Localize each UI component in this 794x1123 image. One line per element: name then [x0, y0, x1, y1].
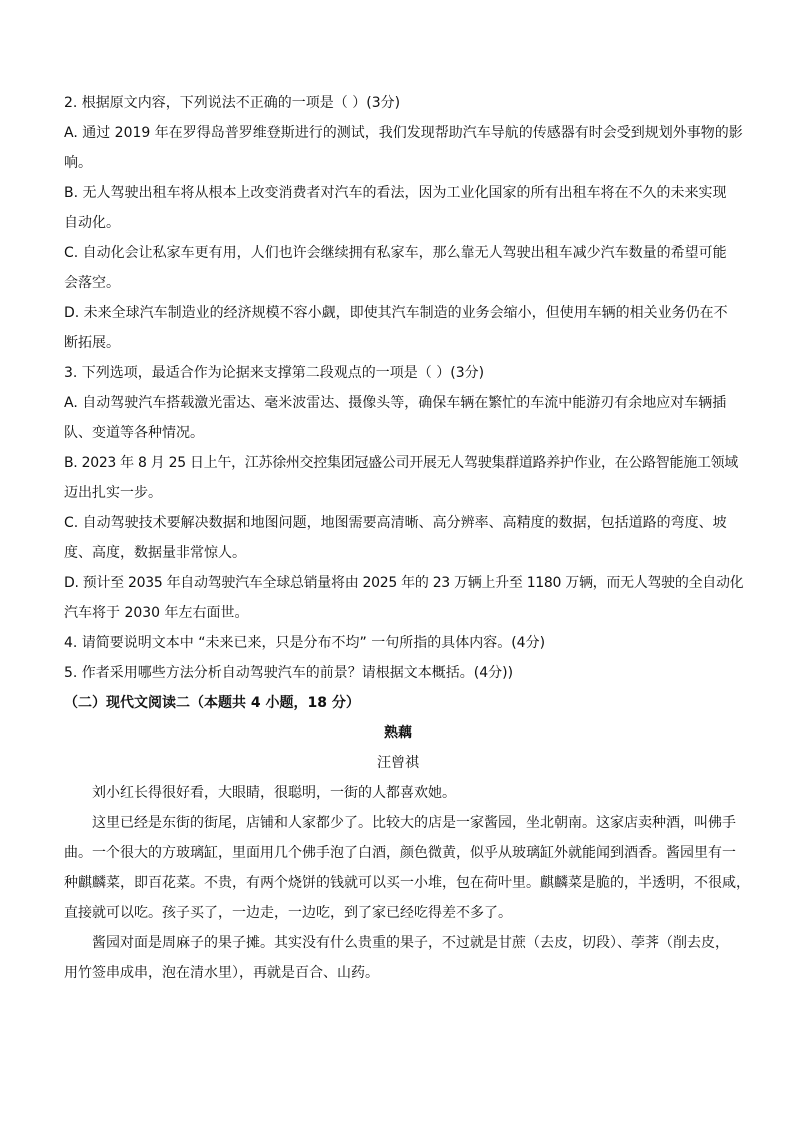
- question-2-option-d-cont: 断拓展。: [64, 335, 120, 351]
- question-3-stem: 3. 下列选项，最适合作为论据来支撑第二段观点的一项是（ ）(3分): [64, 365, 485, 381]
- question-3-option-c: C. 自动驾驶技术要解决数据和地图问题，地图需要高清晰、高分辨率、高精度的数据，包括道路的弯度、坡: [64, 515, 727, 531]
- question-2-stem: 2. 根据原文内容，下列说法不正确的一项是（ ）(3分): [64, 95, 401, 111]
- question-3-option-d-cont: 汽车将于 2030 年左右面世。: [64, 605, 249, 621]
- article-paragraph-3-line-2: 用竹签串成串，泡在清水里），再就是百合、山药。: [64, 965, 379, 981]
- exam-page: [64, 88, 750, 988]
- question-2-option-b-cont: 自动化。: [64, 215, 120, 231]
- article-author: 汪曾祺: [377, 755, 419, 771]
- article-title: 熟藕: [384, 725, 412, 741]
- question-3-option-b-cont: 迈出扎实一步。: [64, 485, 162, 501]
- question-4: 4. 请简要说明文本中 “未来已来，只是分布不均” 一句所指的具体内容。(4分): [64, 635, 546, 651]
- question-3-option-d: D. 预计至 2035 年自动驾驶汽车全球总销量将由 2025 年的 23 万辆上升至 1180 万辆，而无人驾驶的全自动化: [64, 575, 744, 591]
- question-2-option-b: B. 无人驾驶出租车将从根本上改变消费者对汽车的看法，因为工业化国家的所有出租车将在不久的未来实现: [64, 185, 727, 201]
- question-2-option-d: D. 未来全球汽车制造业的经济规模不容小觑，即使其汽车制造的业务会缩小，但使用车辆的相关业务仍在不: [64, 305, 728, 321]
- article-paragraph-2-line-3: 种麒麟菜，即百花菜。不贵，有两个烧饼的钱就可以买一小堆，包在荷叶里。麒麟菜是脆的，半透明，不很咸，: [64, 875, 750, 891]
- question-3-option-c-cont: 度、高度，数据量非常惊人。: [64, 545, 246, 561]
- question-2-option-c: C. 自动化会让私家车更有用，人们也许会继续拥有私家车，那么靠无人驾驶出租车减少汽车数量的希望可能: [64, 245, 727, 261]
- question-3-option-a-cont: 队、变道等各种情况。: [64, 425, 204, 441]
- question-5: 5. 作者采用哪些方法分析自动驾驶汽车的前景？请根据文本概括。(4分)): [64, 665, 514, 681]
- question-3-option-a: A. 自动驾驶汽车搭载激光雷达、毫米波雷达、摄像头等，确保车辆在繁忙的车流中能游刃有余地应对车辆插: [64, 395, 727, 411]
- article-paragraph-2-line-4: 直接就可以吃。孩子买了，一边走，一边吃，到了家已经吃得差不多了。: [64, 905, 512, 921]
- question-2-option-a: A. 通过 2019 年在罗得岛普罗维登斯进行的测试，我们发现帮助汽车导航的传感器有时会受到规划外事物的影: [64, 125, 743, 141]
- article-paragraph-2-line-1: 这里已经是东街的街尾，店铺和人家都少了。比较大的店是一家酱园，坐北朝南。这家店卖种酒，叫佛手: [92, 815, 736, 831]
- article-paragraph-3-line-1: 酱园对面是周麻子的果子摊。其实没有什么贵重的果子，不过就是甘蔗（去皮，切段）、荸荠（削去皮，: [92, 935, 729, 951]
- question-2-option-a-cont: 响。: [64, 155, 92, 171]
- article-paragraph-2-line-2: 曲。一个很大的方玻璃缸，里面用几个佛手泡了白酒，颜色微黄，似乎从玻璃缸外就能闻到酒香。酱园里有一: [64, 845, 736, 861]
- question-3-option-b: B. 2023 年 8 月 25 日上午，江苏徐州交控集团冠盛公司开展无人驾驶集群道路养护作业，在公路智能施工领域: [64, 455, 739, 471]
- article-paragraph-1: 刘小红长得很好看，大眼睛，很聪明，一街的人都喜欢她。: [92, 785, 456, 801]
- section-heading: （二）现代文阅读二（本题共 4 小题，18 分）: [64, 695, 360, 711]
- question-2-option-c-cont: 会落空。: [64, 275, 120, 291]
